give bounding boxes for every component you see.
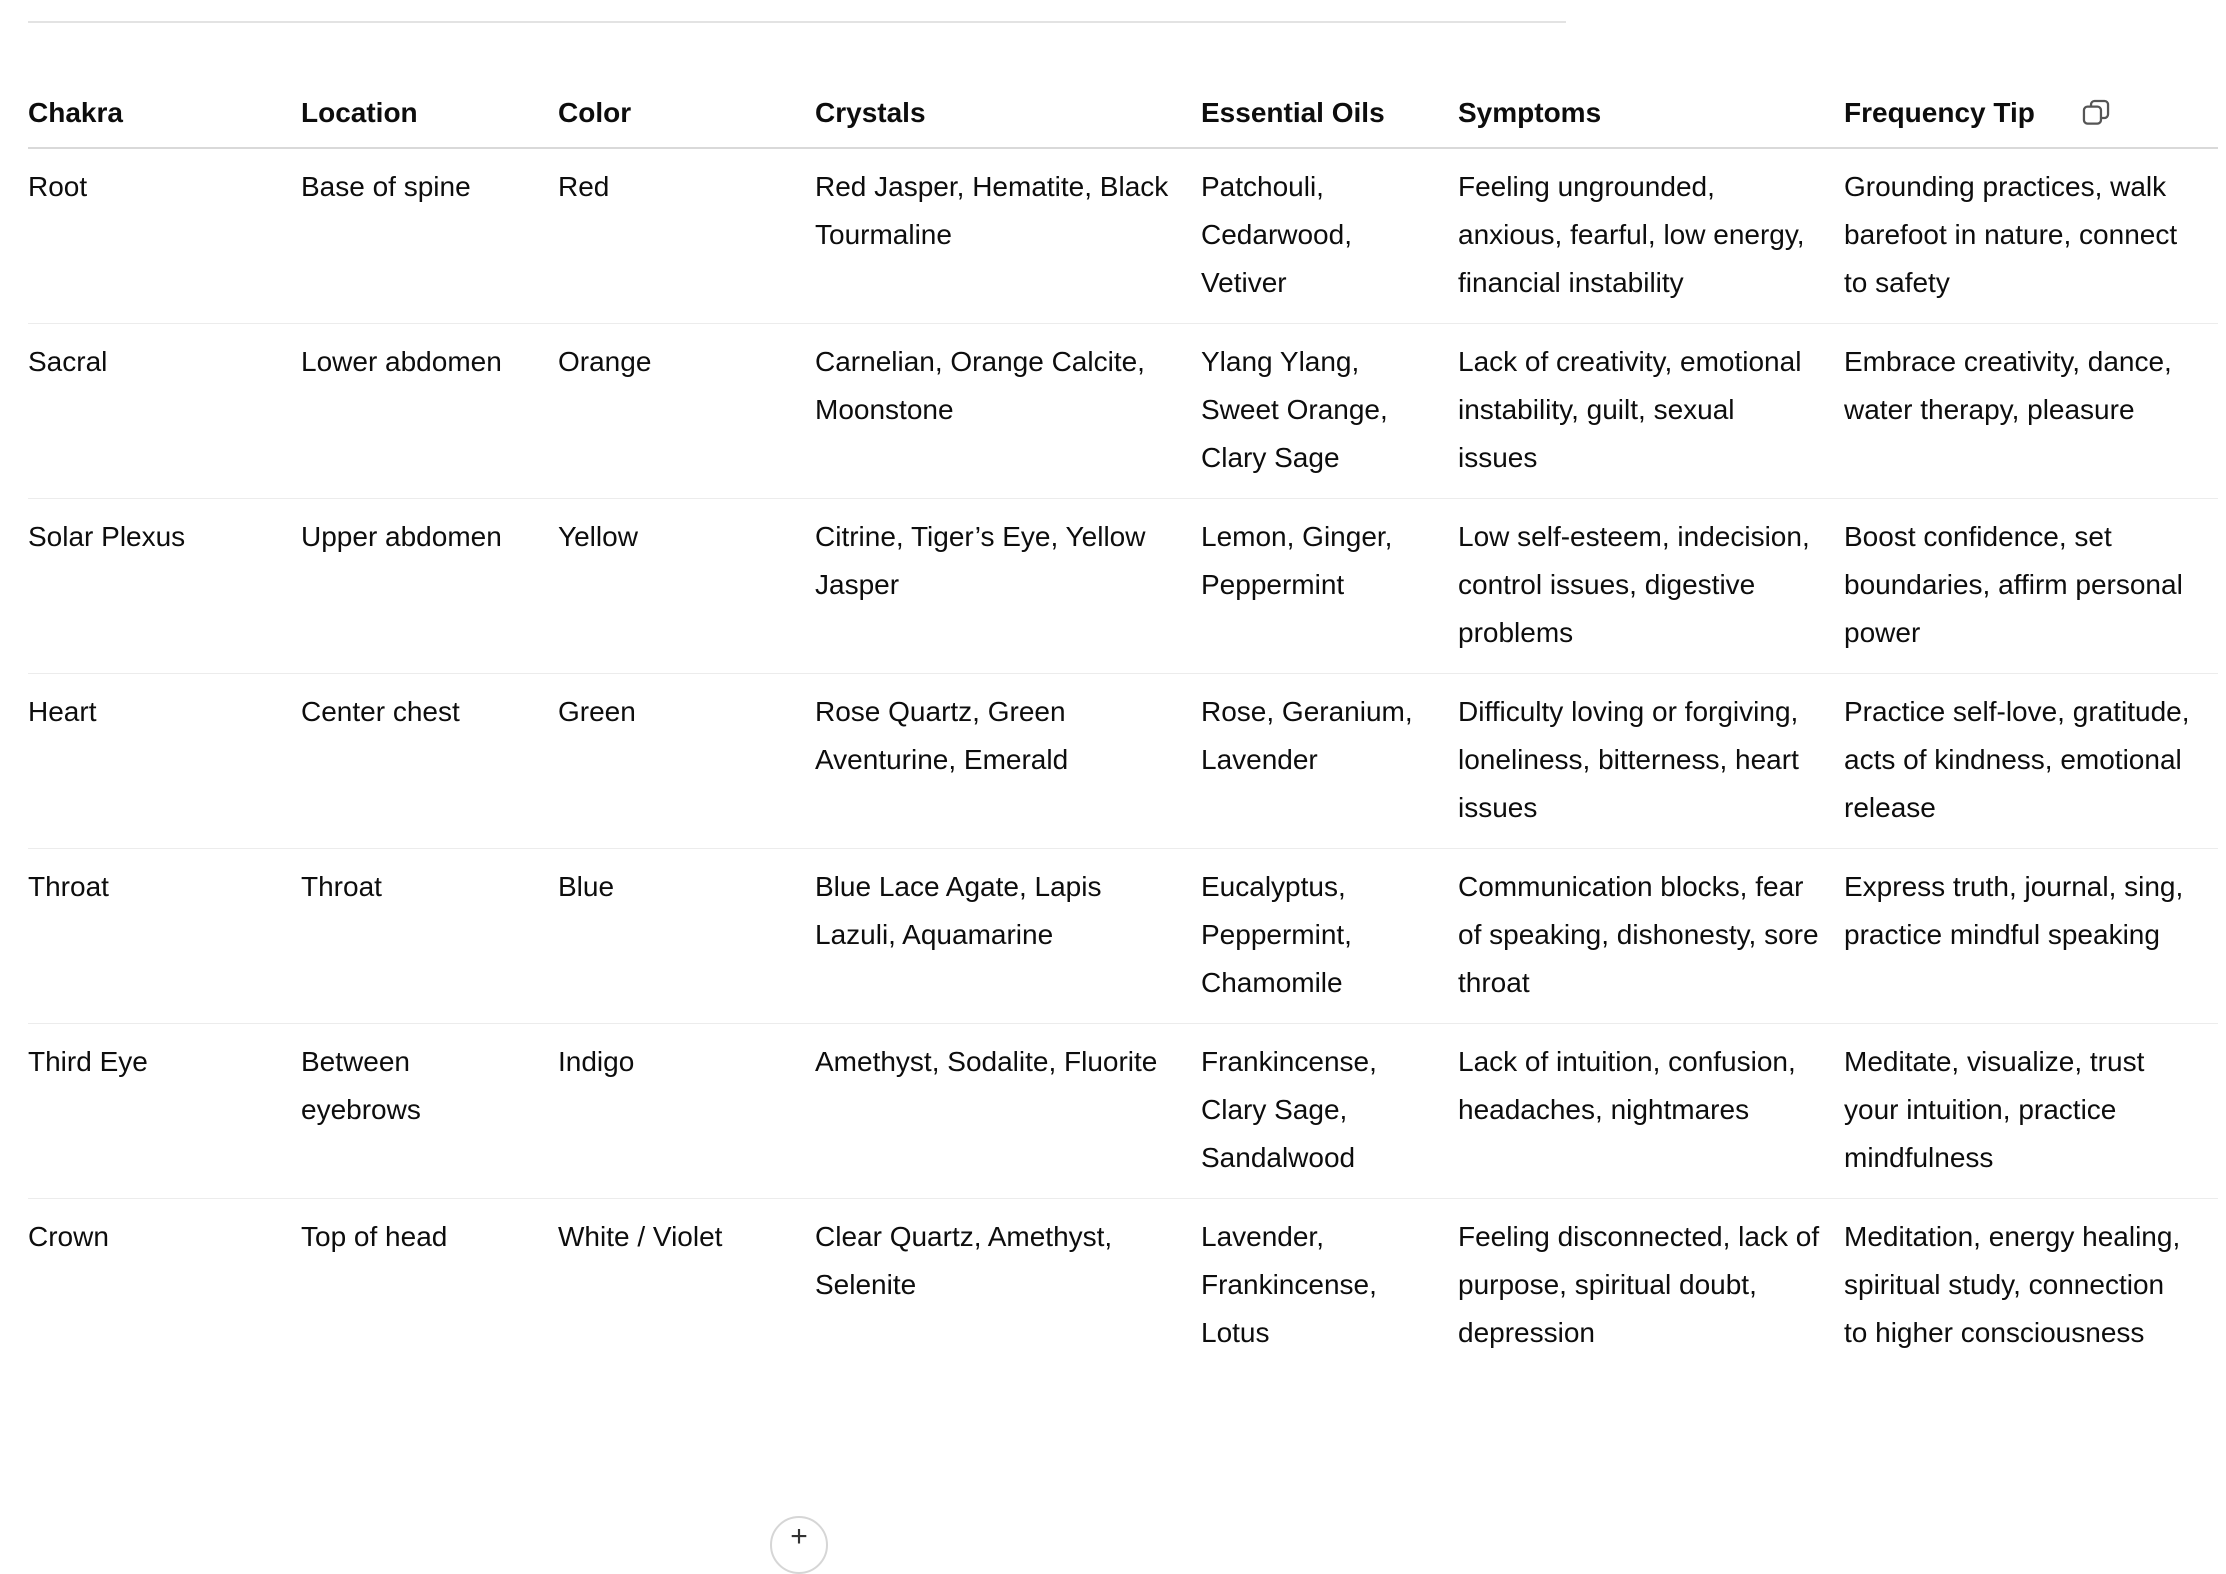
cell-symptoms: Lack of intuition, confusion, headaches, nightmares	[1458, 1024, 1844, 1199]
cell-crystals: Rose Quartz, Green Aventurine, Emerald	[815, 674, 1201, 849]
table-header-row	[28, 80, 2218, 148]
table-row	[28, 324, 2218, 499]
cell-essential-oils: Frankincense, Clary Sage, Sandalwood	[1201, 1024, 1458, 1199]
cell-symptoms: Feeling disconnected, lack of purpose, spiritual doubt, depression	[1458, 1221, 1820, 1348]
scroll-down-button[interactable]	[770, 1516, 828, 1574]
cell-symptoms: Low self-esteem, indecision, control issues, digestive problems	[1458, 499, 1844, 674]
cell-location: Between eyebrows	[301, 1024, 558, 1199]
cell-crystals: Red Jasper, Hematite, Black Tourmaline	[815, 148, 1201, 324]
cell-location: Lower abdomen	[301, 324, 558, 499]
cell-chakra: Sacral	[28, 324, 301, 499]
cell-frequency-tip: Boost confidence, set boundaries, affirm personal power	[1844, 499, 2218, 674]
header-crystals: Crystals	[815, 80, 1201, 148]
header-frequency-tip-cell	[1844, 80, 2218, 148]
cell-symptoms: Feeling ungrounded, anxious, fearful, low energy, financial instability	[1458, 148, 1844, 324]
header-essential-oils: Essential Oils	[1201, 80, 1458, 148]
header-symptoms: Symptoms	[1458, 80, 1844, 148]
cell-crystals: Blue Lace Agate, Lapis Lazuli, Aquamarine	[815, 849, 1201, 1024]
cell-color: Green	[558, 674, 815, 849]
cell-frequency-tip: Express truth, journal, sing, practice mindful speaking	[1844, 849, 2218, 1024]
cell-location: Top of head	[301, 1221, 448, 1252]
cell-symptoms: Difficulty loving or forgiving, loneliness, bitterness, heart issues	[1458, 674, 1844, 849]
cell-color: Yellow	[558, 499, 815, 674]
cell-crystals: Carnelian, Orange Calcite, Moonstone	[815, 324, 1201, 499]
cell-essential-oils: Lavender, Frankincense, Lotus	[1201, 1221, 1377, 1348]
cell-chakra: Heart	[28, 674, 301, 849]
cell-symptoms: Communication blocks, fear of speaking, dishonesty, sore throat	[1458, 849, 1844, 1024]
cell-crystals: Citrine, Tiger’s Eye, Yellow Jasper	[815, 499, 1201, 674]
cell-essential-oils: Eucalyptus, Peppermint, Chamomile	[1201, 849, 1458, 1024]
header-color: Color	[558, 80, 815, 148]
cell-essential-oils: Rose, Geranium, Lavender	[1201, 674, 1458, 849]
chakra-table	[28, 80, 2218, 1373]
cell-color: Blue	[558, 849, 815, 1024]
divider	[28, 21, 1566, 23]
table-row	[28, 674, 2218, 849]
cell-crystals: Clear Quartz, Amethyst, Selenite	[815, 1221, 1113, 1300]
cell-essential-oils: Patchouli, Cedarwood, Vetiver	[1201, 148, 1458, 324]
plus-icon: +	[790, 1520, 808, 1553]
cell-frequency-tip: Grounding practices, walk barefoot in nature, connect to safety	[1844, 148, 2218, 324]
cell-frequency-tip: Practice self-love, gratitude, acts of kindness, emotional release	[1844, 674, 2218, 849]
table-row	[28, 148, 2218, 324]
cell-chakra: Solar Plexus	[28, 499, 301, 674]
chakra-table-container	[28, 80, 2218, 1373]
cell-location: Throat	[301, 849, 558, 1024]
cell-location: Base of spine	[301, 148, 558, 324]
cell-frequency-tip: Meditate, visualize, trust your intuition, practice mindfulness	[1844, 1024, 2218, 1199]
cell-color: Red	[558, 148, 815, 324]
copy-icon[interactable]	[2079, 96, 2113, 130]
cell-location: Upper abdomen	[301, 499, 558, 674]
header-chakra: Chakra	[28, 80, 301, 148]
header-location: Location	[301, 80, 558, 148]
cell-frequency-tip: Embrace creativity, dance, water therapy, pleasure	[1844, 324, 2218, 499]
table-row	[28, 1024, 2218, 1199]
cell-color: Indigo	[558, 1024, 815, 1199]
cell-frequency-tip: Meditation, energy healing, spiritual study, connection to higher consciousness	[1844, 1221, 2181, 1348]
cell-chakra: Crown	[28, 1221, 109, 1252]
cell-essential-oils: Lemon, Ginger, Peppermint	[1201, 499, 1458, 674]
cell-chakra: Root	[28, 148, 301, 324]
cell-chakra: Third Eye	[28, 1024, 301, 1199]
cell-color: White / Violet	[558, 1221, 723, 1252]
table-row	[28, 1199, 2218, 1374]
cell-chakra: Throat	[28, 849, 301, 1024]
cell-crystals: Amethyst, Sodalite, Fluorite	[815, 1024, 1201, 1199]
header-frequency-tip: Frequency Tip	[1844, 97, 2035, 128]
cell-symptoms: Lack of creativity, emotional instability, guilt, sexual issues	[1458, 324, 1844, 499]
table-body	[28, 148, 2218, 1373]
cell-essential-oils: Ylang Ylang, Sweet Orange, Clary Sage	[1201, 324, 1458, 499]
table-row	[28, 849, 2218, 1024]
cell-location: Center chest	[301, 674, 558, 849]
cell-color: Orange	[558, 324, 815, 499]
table-row	[28, 499, 2218, 674]
